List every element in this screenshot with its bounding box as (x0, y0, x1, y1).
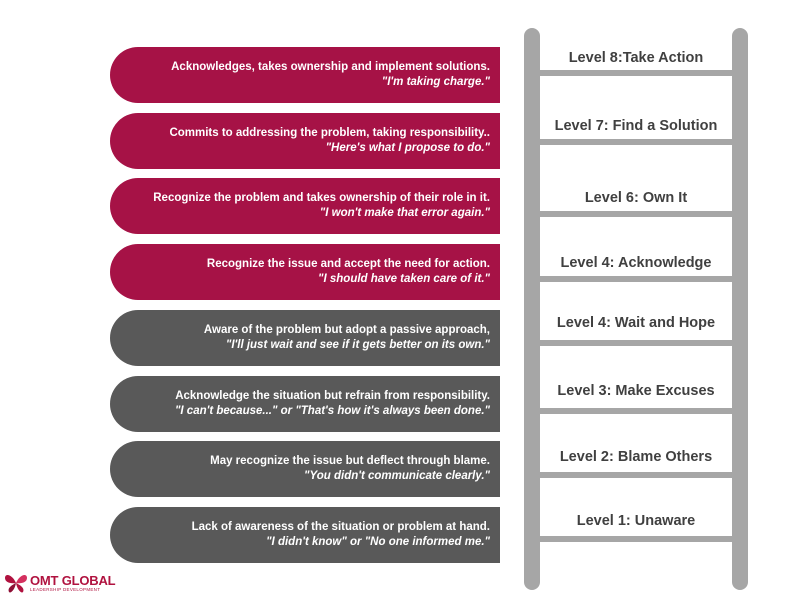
step-quote: "I'm taking charge." (381, 76, 490, 88)
ladder-left-rail (524, 28, 540, 590)
ladder-rung (540, 472, 732, 478)
step-description: Lack of awareness of the situation or problem at hand. (191, 521, 490, 533)
step-quote: "You didn't communicate clearly." (304, 470, 490, 482)
step-pill-1 (110, 507, 500, 563)
step-pill-3 (110, 376, 500, 432)
ladder-rung (540, 211, 732, 217)
level-label-2: Level 2: Blame Others (559, 449, 713, 465)
step-description: Recognize the issue and accept the need for action. (206, 258, 490, 270)
ladder-right-rail (732, 28, 748, 590)
step-quote: "I'll just wait and see if it gets better on its own." (225, 339, 490, 351)
ladder-rung (540, 408, 732, 414)
level-label-6: Level 6: Own It (584, 190, 688, 206)
step-quote: "I won't make that error again." (319, 207, 490, 219)
step-description: Acknowledge the situation but refrain from responsibility. (175, 390, 490, 402)
level-label-3: Level 3: Make Excuses (557, 383, 715, 399)
step-description: May recognize the issue but deflect through blame. (210, 455, 490, 467)
logo-name: OMT GLOBAL (30, 572, 116, 588)
step-pill-2 (110, 441, 500, 497)
step-description: Recognize the problem and takes ownership of their role in it. (153, 192, 490, 204)
step-description: Acknowledges, takes ownership and implement solutions. (171, 61, 490, 73)
step-description: Aware of the problem but adopt a passive approach, (203, 324, 490, 336)
step-quote: "I didn't know" or "No one informed me." (266, 536, 490, 548)
step-description: Commits to addressing the problem, taking responsibility.. (169, 127, 490, 139)
level-label-4: Level 4: Wait and Hope (556, 315, 716, 331)
step-quote: "Here's what I propose to do." (325, 142, 490, 154)
step-pill-7 (110, 113, 500, 169)
logo-tagline: LEADERSHIP DEVELOPMENT (30, 586, 101, 592)
step-pill-4 (110, 310, 500, 366)
ladder-rung (540, 340, 732, 346)
level-label-7: Level 7: Find a Solution (554, 118, 718, 134)
step-pill-6 (110, 178, 500, 234)
ladder-rung (540, 139, 732, 145)
butterfly-icon (4, 572, 28, 594)
level-label-5: Level 4: Acknowledge (560, 255, 712, 271)
step-quote: "I should have taken care of it." (318, 273, 490, 285)
ladder-rung (540, 276, 732, 282)
ladder-rung (540, 536, 732, 542)
brand-logo (4, 572, 115, 594)
ladder-rung (540, 70, 732, 76)
step-quote: "I can't because..." or "That's how it's always been done." (174, 405, 490, 417)
step-pill-5 (110, 244, 500, 300)
level-label-8: Level 8:Take Action (568, 50, 704, 66)
level-label-1: Level 1: Unaware (576, 513, 696, 529)
step-pill-8 (110, 47, 500, 103)
